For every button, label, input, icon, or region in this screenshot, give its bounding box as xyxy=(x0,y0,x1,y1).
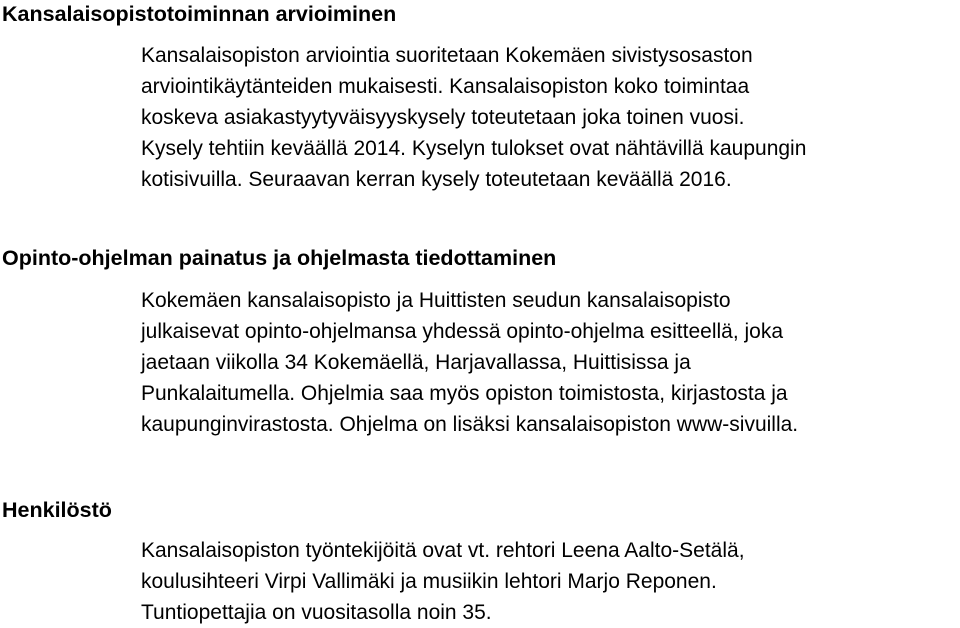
paragraph-line: Kansalaisopiston työntekijöitä ovat vt. rehtori Leena Aalto-Setälä, xyxy=(141,539,745,562)
paragraph-line: koskeva asiakastyytyväisyyskysely toteutetaan joka toinen vuosi. xyxy=(141,106,745,129)
section-heading-staff: Henkilöstö xyxy=(2,498,112,522)
paragraph-line: Punkalaitumella. Ohjelmia saa myös opiston toimistosta, kirjastosta ja xyxy=(141,382,788,405)
paragraph-line: Tuntiopettajia on vuositasolla noin 35. xyxy=(141,601,492,624)
paragraph-line: kotisivuilla. Seuraavan kerran kysely toteutetaan keväällä 2016. xyxy=(141,168,732,191)
paragraph-line: Kansalaisopiston arviointia suoritetaan Kokemäen sivistysosaston xyxy=(141,44,753,67)
paragraph-line: julkaisevat opinto-ohjelmansa yhdessä opinto-ohjelma esitteellä, joka xyxy=(141,320,784,343)
paragraph-line: jaetaan viikolla 34 Kokemäellä, Harjavallassa, Huittisissa ja xyxy=(141,351,691,374)
section-heading-evaluation: Kansalaisopistotoiminnan arvioiminen xyxy=(2,2,397,26)
paragraph-line: Kysely tehtiin keväällä 2014. Kyselyn tulokset ovat nähtävillä kaupungin xyxy=(141,137,807,160)
paragraph-line: koulusihteeri Virpi Vallimäki ja musiikin lehtori Marjo Reponen. xyxy=(141,570,717,593)
paragraph-line: Kokemäen kansalaisopisto ja Huittisten seudun kansalaisopisto xyxy=(141,289,731,312)
section-paragraph-programme xyxy=(141,285,798,440)
section-paragraph-evaluation xyxy=(141,40,806,195)
section-heading-programme: Opinto-ohjelman painatus ja ohjelmasta tiedottaminen xyxy=(2,246,557,270)
paragraph-line: arviointikäytänteiden mukaisesti. Kansalaisopiston koko toimintaa xyxy=(141,75,750,98)
paragraph-line: kaupunginvirastosta. Ohjelma on lisäksi kansalaisopiston www-sivuilla. xyxy=(141,413,799,436)
section-paragraph-staff xyxy=(141,535,745,628)
